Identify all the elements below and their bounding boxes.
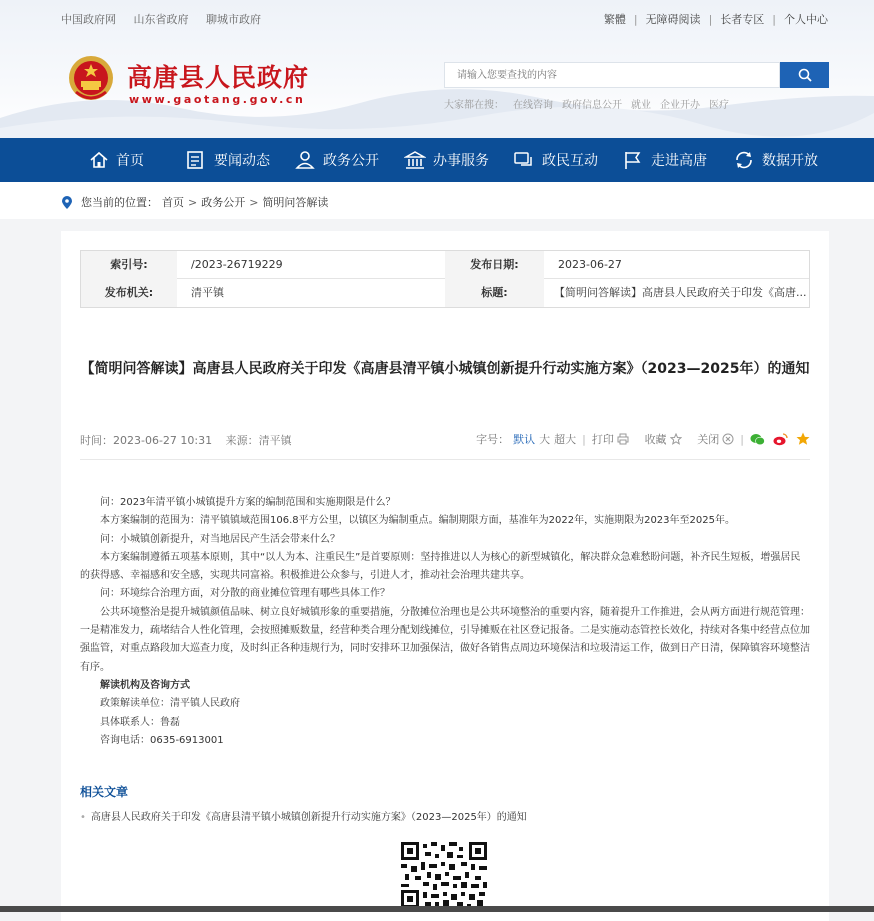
article-body [80, 494, 810, 750]
breadcrumb-current[interactable]: 简明问答解读 [262, 196, 329, 209]
star-outline-icon[interactable] [670, 433, 682, 445]
title-value: 【简明问答解读】高唐县人民政府关于印发《高唐... [554, 286, 807, 299]
top-link-gov[interactable]: 中国政府网 [61, 13, 116, 26]
article-toolbar [476, 431, 810, 447]
wechat-icon[interactable] [750, 433, 765, 446]
contact-line: 咨询电话：0635-6913001 [100, 734, 224, 746]
hot-searches [444, 96, 738, 111]
nav-label: 走进高唐 [651, 153, 707, 169]
related-article-link[interactable]: • 高唐县人民政府关于印发《高唐县清平镇小城镇创新提升行动实施方案》（2023—2025年）的通知 [80, 808, 527, 823]
separator: | [582, 432, 586, 446]
title-label: 标题: [445, 279, 544, 307]
bottom-bar [0, 906, 874, 912]
traditional-chinese-link[interactable]: 繁體 [603, 13, 626, 26]
nav-about[interactable] [622, 138, 707, 182]
article-info [80, 432, 302, 448]
article-title: 【简明问答解读】高唐县人民政府关于印发《高唐县清平镇小城镇创新提升行动实施方案》（2023—2025年）的通知 [80, 361, 810, 377]
search-input[interactable] [445, 63, 779, 87]
contact-line: 具体联系人：鲁磊 [100, 716, 180, 728]
meta-table [80, 250, 810, 308]
org-label: 发布机关: [81, 279, 177, 307]
hot-word[interactable]: 医疗 [709, 100, 729, 111]
nav-news[interactable] [185, 138, 270, 182]
elderly-zone-link[interactable]: 长者专区 [720, 13, 765, 26]
close-button[interactable]: 关闭 [697, 433, 720, 446]
nav-label: 政民互动 [542, 153, 598, 169]
home-icon [89, 150, 109, 170]
answer-paragraph: 本方案编制遵循五项基本原则，其中“以人为本、注重民生”是首要原则：坚持推进以人为核心的新型城镇化，解决群众急难愁盼问题，补齐民生短板，增强居民的获得感、幸福感和安全感，实现共同富裕。积极推进公众参与，引进人才，推动社会治理共建共享。 [80, 551, 801, 582]
star-filled-icon[interactable] [796, 432, 810, 446]
font-size-xlarge[interactable]: 超大 [554, 433, 577, 446]
question-paragraph: 问：小城镇创新提升，对当地居民产生活会带来什么？ [100, 533, 340, 545]
news-icon [185, 150, 207, 170]
separator: | [740, 432, 744, 446]
nav-label: 要闻动态 [214, 153, 270, 169]
nav-home[interactable] [89, 138, 144, 182]
public-affairs-icon [294, 150, 316, 170]
answer-paragraph: 本方案编制的范围为：清平镇镇域范围106.8平方公里，以镇区为编制重点。编制期限方面，基准年为2022年，实施期限为2023年至2025年。 [100, 515, 735, 527]
site-url: www.gaotang.gov.cn [129, 93, 306, 106]
chat-icon [513, 150, 535, 170]
hot-word[interactable]: 就业 [631, 100, 651, 111]
site-header [0, 0, 874, 138]
nav-label: 政务公开 [323, 153, 379, 169]
utility-links [604, 11, 828, 27]
separator: | [772, 13, 776, 26]
print-button[interactable]: 打印 [591, 433, 614, 446]
service-building-icon [404, 150, 426, 170]
spacer [635, 433, 639, 446]
question-paragraph: 问：环境综合治理方面，对分散的商业摊位管理有哪些具体工作？ [100, 588, 390, 600]
top-link-province[interactable]: 山东省政府 [133, 13, 189, 26]
flag-icon [622, 150, 644, 170]
separator: | [708, 13, 713, 26]
question-paragraph: 问：2023年清平镇小城镇提升方案的编制范围和实施期限是什么？ [100, 497, 396, 508]
hot-word[interactable]: 企业开办 [660, 100, 700, 111]
hot-searches-label: 大家都在搜： [444, 100, 504, 111]
top-links [61, 11, 275, 27]
favorite-button[interactable]: 收藏 [644, 433, 667, 446]
separator: | [633, 13, 638, 26]
hot-word[interactable]: 在线咨询 [513, 100, 553, 111]
date-value: 2023-06-27 [558, 258, 622, 271]
accessibility-link[interactable]: 无障碍阅读 [645, 13, 701, 26]
breadcrumb-home[interactable]: 首页 [162, 196, 184, 209]
article-source: 来源：清平镇 [225, 434, 292, 447]
font-size-label: 字号： [476, 433, 510, 446]
nav-interaction[interactable] [513, 138, 598, 182]
spacer [688, 433, 692, 446]
breadcrumb-separator: > [249, 195, 259, 209]
meta-row [81, 251, 809, 279]
nav-open-data[interactable] [733, 138, 818, 182]
qr-code-icon [401, 842, 487, 908]
nav-label: 数据开放 [762, 153, 818, 169]
hot-word[interactable]: 政府信息公开 [562, 100, 622, 111]
breadcrumb-bar [0, 182, 874, 219]
site-title[interactable]: 高唐县人民政府 [127, 63, 310, 92]
breadcrumb-public-affairs[interactable]: 政务公开 [201, 196, 246, 209]
index-value: /2023-26719229 [191, 258, 283, 271]
search-icon [798, 68, 812, 82]
breadcrumb [62, 194, 328, 210]
answer-paragraph: 公共环境整治是提升城镇颜值品味、树立良好城镇形象的重要措施，分散摊位治理也是公共环境整治的重要内容，随着提升工作推进，会从两方面进行规范管理：一是精准发力，疏堵结合人性化管理，会按照摊贩数量，经营种类合理分配划线摊位，引导摊贩在社区登记报备。二是实施动态管控长效化，持续对各集中经营点位加强监管，对重点路段加大巡查力度，及时纠正各种违规行为，同时安排环卫加强保洁，做好各销售点周边环境保洁和垃圾清运工作，做到日产日清，保障镇容环境整洁有序。 [80, 606, 810, 673]
date-label: 发布日期: [445, 251, 544, 279]
contact-line: 政策解读单位：清平镇人民政府 [100, 698, 240, 710]
top-link-city[interactable]: 聊城市政府 [206, 13, 261, 26]
nav-services[interactable] [404, 138, 489, 182]
article-card [61, 231, 829, 921]
nav-public-affairs[interactable] [294, 138, 379, 182]
nav-label: 办事服务 [433, 153, 489, 169]
index-label: 索引号: [81, 251, 177, 279]
close-icon[interactable] [722, 433, 734, 445]
meta-row [81, 279, 809, 307]
breadcrumb-prefix: 您当前的位置： [81, 196, 158, 209]
font-size-default[interactable]: 默认 [513, 433, 536, 446]
org-value: 清平镇 [191, 286, 224, 299]
font-size-large[interactable]: 大 [539, 433, 551, 446]
printer-icon[interactable] [617, 433, 629, 445]
main-nav [0, 138, 874, 182]
nav-label: 首页 [116, 153, 144, 169]
search-box [444, 62, 780, 88]
data-refresh-icon [733, 150, 755, 170]
divider [80, 459, 810, 460]
weibo-icon[interactable] [773, 433, 788, 446]
national-emblem-icon [66, 54, 116, 104]
breadcrumb-separator: > [188, 195, 198, 209]
personal-center-link[interactable]: 个人中心 [784, 13, 828, 26]
publish-time: 时间：2023-06-27 10:31 [80, 434, 213, 447]
location-pin-icon [62, 196, 72, 209]
contact-heading: 解读机构及咨询方式 [100, 679, 190, 691]
related-heading: 相关文章 [80, 785, 129, 799]
search-button[interactable] [780, 62, 829, 88]
